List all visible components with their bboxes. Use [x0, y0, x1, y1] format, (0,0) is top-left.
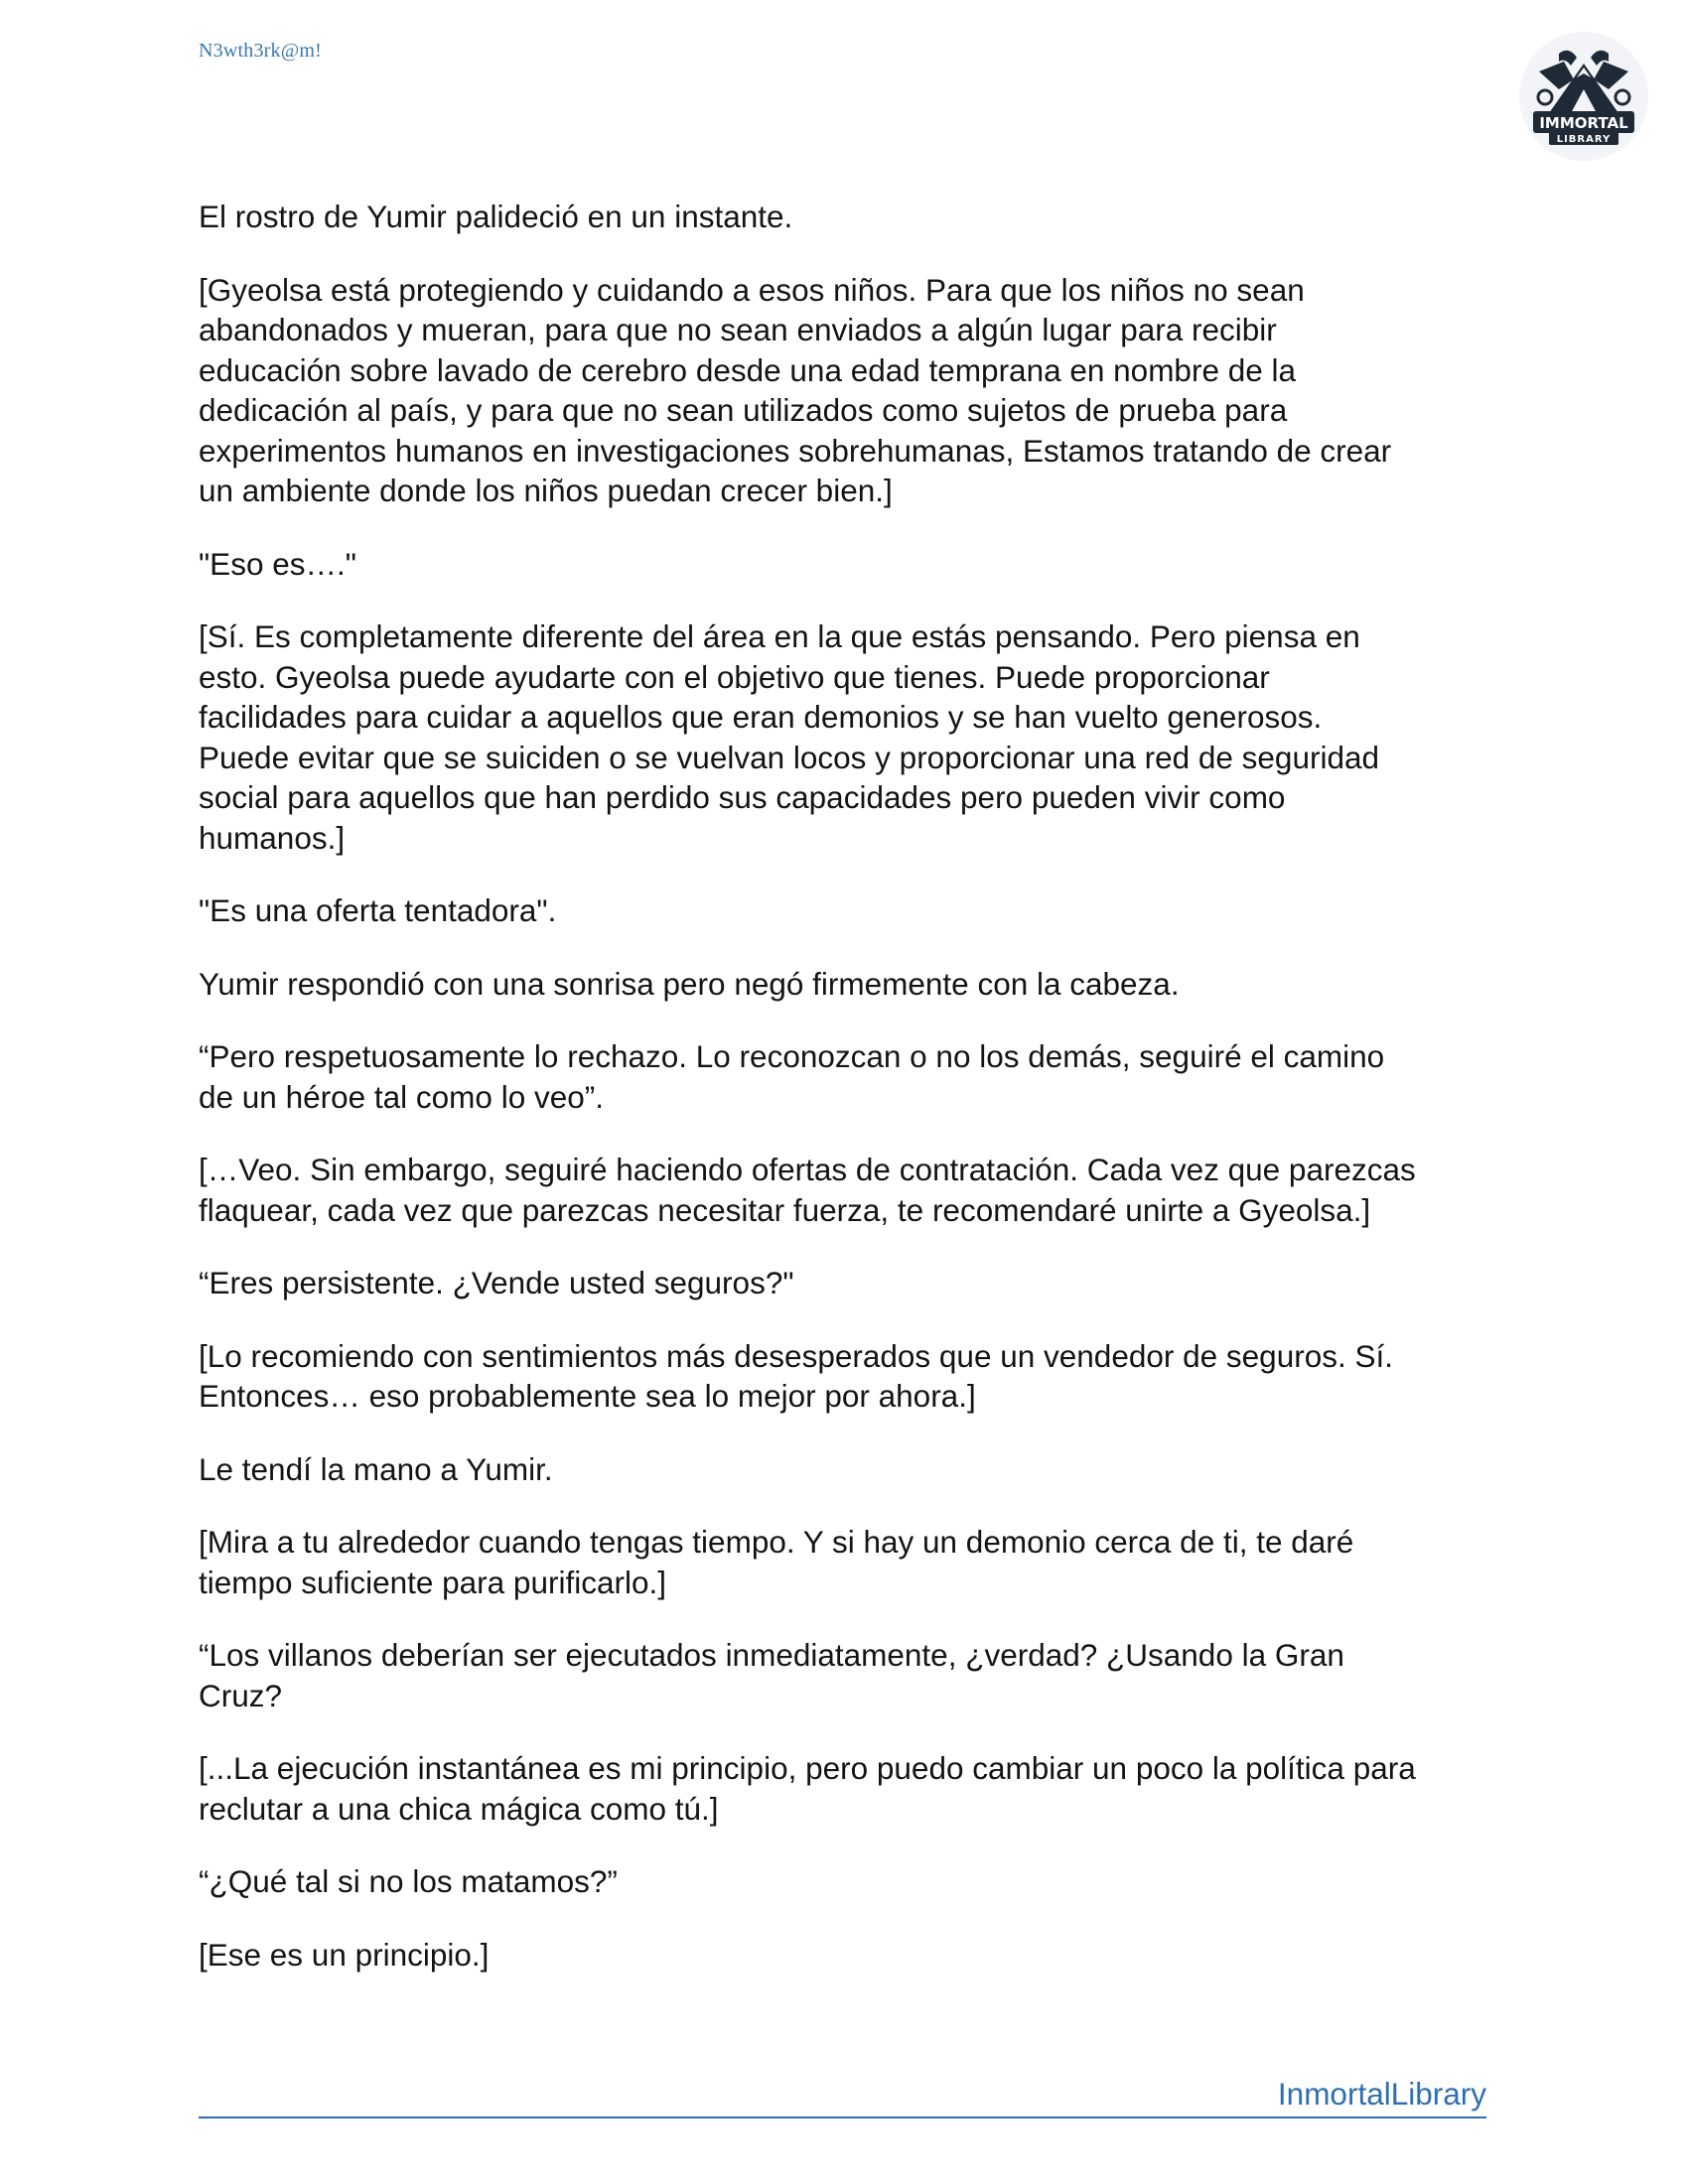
- paragraph: [Ese es un principio.]: [199, 1936, 490, 1973]
- paragraph: El rostro de Yumir palideció en un instante.: [199, 199, 793, 234]
- footer-link[interactable]: InmortalLibrary: [1277, 2076, 1486, 2112]
- paragraph: Yumir respondió con una sonrisa pero negó firmemente con la cabeza.: [199, 965, 1180, 1002]
- logo-text-top: IMMORTAL: [1539, 114, 1628, 132]
- paragraph: [Mira a tu alrededor cuando tengas tiempo. Y si hay un demonio cerca de ti, te daré tiempo suficiente para purificarlo.]: [199, 1524, 1354, 1600]
- logo-text-bottom: LIBRARY: [1556, 134, 1612, 145]
- paragraph: [Sí. Es completamente diferente del área en la que estás pensando. Pero piensa en esto. Gyeolsa puede ayudarte con el objetivo que tienes. Puede proporcionar facilidades para cuidar a aquellos que eran demonios y se han vuelto generosos. Puede evitar que se suiciden o se vuelvan locos y proporcionar una red de seguridad social para aquellos que han perdido sus capacidades pero pueden vivir como humanos.]: [199, 618, 1380, 856]
- paragraph: “¿Qué tal si no los matamos?”: [199, 1863, 618, 1899]
- paragraph: Le tendí la mano a Yumir.: [199, 1450, 553, 1487]
- paragraph: "Eso es….": [199, 545, 356, 582]
- header-tag: N3wth3rk@m!: [199, 40, 322, 62]
- paragraph: “Pero respetuosamente lo rechazo. Lo reconozcan o no los demás, seguiré el camino de un héroe tal como lo veo”.: [199, 1038, 1385, 1115]
- immortal-library-logo: [1519, 32, 1648, 161]
- paragraph: “Eres persistente. ¿Vende usted seguros?": [199, 1265, 794, 1300]
- paragraph: [Gyeolsa está protegiendo y cuidando a esos niños. Para que los niños no sean abandonados y mueran, para que no sean enviados a algún lugar para recibir educación sobre lavado de cerebro desde una edad temprana en nombre de la dedicación al país, y para que no sean utilizados como sujetos de prueba para experimentos humanos en investigaciones sobrehumanas, Estamos tratando de crear un ambiente donde los niños puedan crecer bien.]: [199, 271, 1392, 508]
- paragraph: […Veo. Sin embargo, seguiré haciendo ofertas de contratación. Cada vez que parezcas flaquear, cada vez que parezcas necesitar fuerza, te recomendaré unirte a Gyeolsa.]: [199, 1152, 1416, 1228]
- footer-rule: [199, 2116, 1486, 2118]
- paragraph: [Lo recomiendo con sentimientos más desesperados que un vendedor de seguros. Sí. Entonces… eso probablemente sea lo mejor por ahora.]: [199, 1337, 1393, 1414]
- paragraph: [...La ejecución instantánea es mi principio, pero puedo cambiar un poco la política para reclutar a una chica mágica como tú.]: [199, 1750, 1416, 1827]
- document-body: [199, 197, 1509, 2007]
- paragraph: “Los villanos deberían ser ejecutados inmediatamente, ¿verdad? ¿Usando la Gran Cruz?: [199, 1637, 1344, 1713]
- paragraph: "Es una oferta tentadora".: [199, 892, 557, 928]
- logo-emblem: [1519, 32, 1648, 161]
